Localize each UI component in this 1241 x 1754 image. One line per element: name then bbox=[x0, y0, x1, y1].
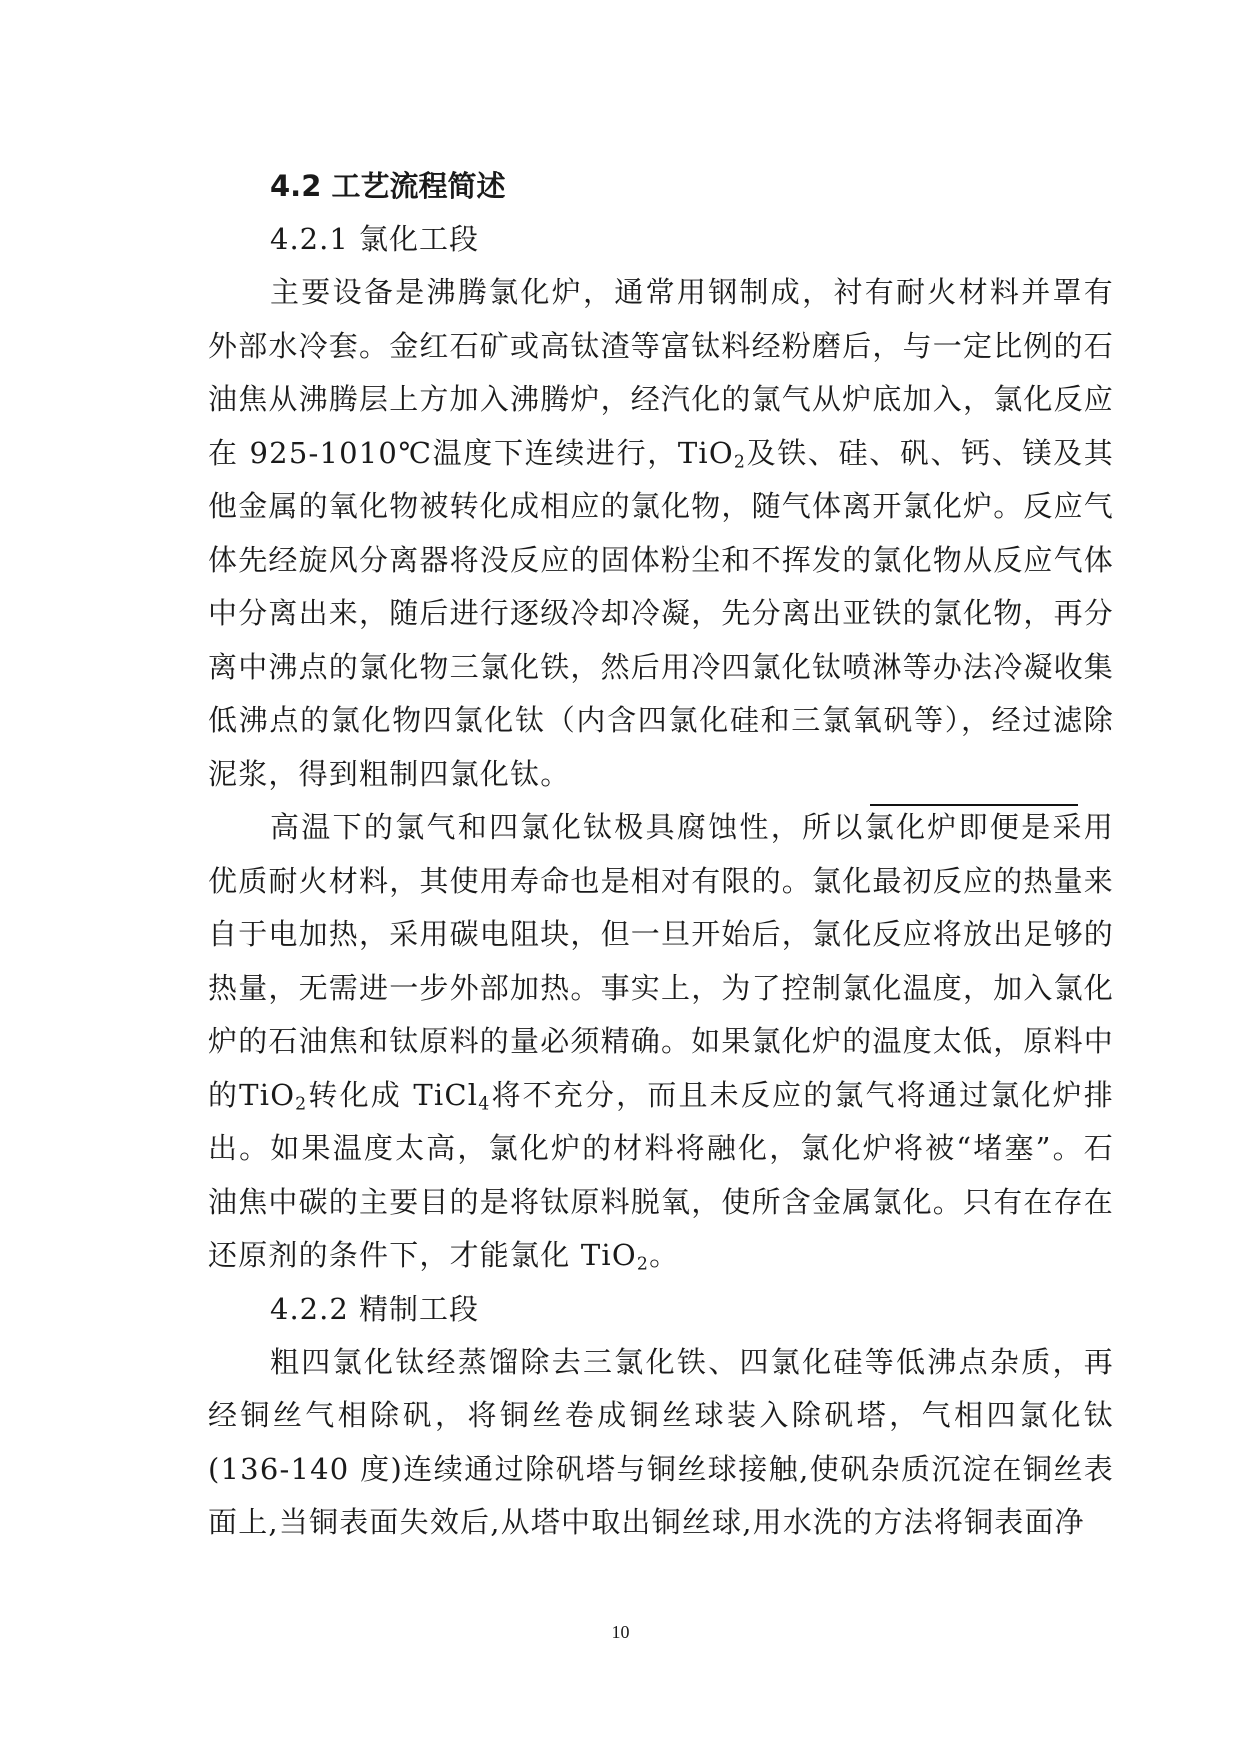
page-number: 10 bbox=[611, 1622, 630, 1642]
paragraph-chlorination-equipment bbox=[208, 266, 1114, 801]
section-heading: 4.2 工艺流程简述 bbox=[270, 169, 506, 203]
text-run: 高温下的氯气和四氯化钛极具腐蚀性，所以氯化炉即便是采用优质耐火材料，其使用寿命也是相对有限的。氯化最初反应的热量来自于电加热，采用碳电阻块，但一旦开始后，氯化反应将放出足够的热量，无需进一步外部加热。事实上，为了控制氯化温度，加入氯化炉的石油焦和钛原料的量必须精确。如果氯化炉的温度太低，原料中的TiO bbox=[208, 810, 1115, 1112]
text-run: 及铁、硅、矾、钙、镁及其他金属的氧化物被转化成相应的氯化物，随气体离开氯化炉。反应气体先经旋风分离器将没反应的固体粉尘和不挥发的氯化物从反应气体中分离出来，随后进行逐级冷却冷凝，先分离出亚铁的氯化物，再分离中沸点的氯化物三氯化铁，然后用冷四氯化钛喷淋等办法冷凝收集低沸点的氯化物四氯化钛（内含四氯化硅和三氯氧矾等），经过滤除泥浆，得到粗制四氯化钛。 bbox=[208, 435, 1115, 791]
subsection-heading-chlorination: 4.2.1 氯化工段 bbox=[270, 222, 480, 256]
subscript: 2 bbox=[636, 1254, 650, 1275]
text-run: 主要设备是沸腾氯化炉，通常用钢制成，衬有耐火材料并罩有外部水冷套。金红石矿或高钛渣等富钛料经粉磨后，与一定比例的石油焦从沸腾层上方加入沸腾炉，经汽化的氯气从炉底加入，氯化反应在 925-1010℃温度下连续进行，TiO bbox=[208, 275, 1115, 470]
subscript: 2 bbox=[295, 1093, 308, 1114]
paragraph-chlorination-heat bbox=[208, 801, 1114, 1283]
page-body bbox=[208, 160, 1114, 1550]
subsection-heading-refining: 4.2.2 精制工段 bbox=[270, 1291, 480, 1326]
subscript: 2 bbox=[733, 451, 747, 472]
horizontal-rule bbox=[870, 804, 1078, 806]
text-run: 。 bbox=[649, 1238, 680, 1272]
paragraph-refining: 粗四氯化钛经蒸馏除去三氯化铁、四氯化硅等低沸点杂质，再经铜丝气相除矾，将铜丝卷成铜丝球装入除矾塔，气相四氯化钛(136-140 度)连续通过除矾塔与铜丝球接触,使矾杂质沉淀在铜丝表面上,当铜表面失效后,从塔中取出铜丝球,用水洗的方法将铜表面净 bbox=[208, 1344, 1114, 1539]
text-run: 将不充分，而且未反应的氯气将通过氯化炉排出。如果温度太高，氯化炉的材料将融化，氯化炉将被“堵塞”。石油焦中碳的主要目的是将钛原料脱氧，使所含金属氯化。只有在存在还原剂的条件下，才能氯化 TiO bbox=[208, 1077, 1115, 1272]
subscript: 4 bbox=[478, 1093, 491, 1114]
text-run: 转化成 TiCl bbox=[307, 1077, 479, 1112]
